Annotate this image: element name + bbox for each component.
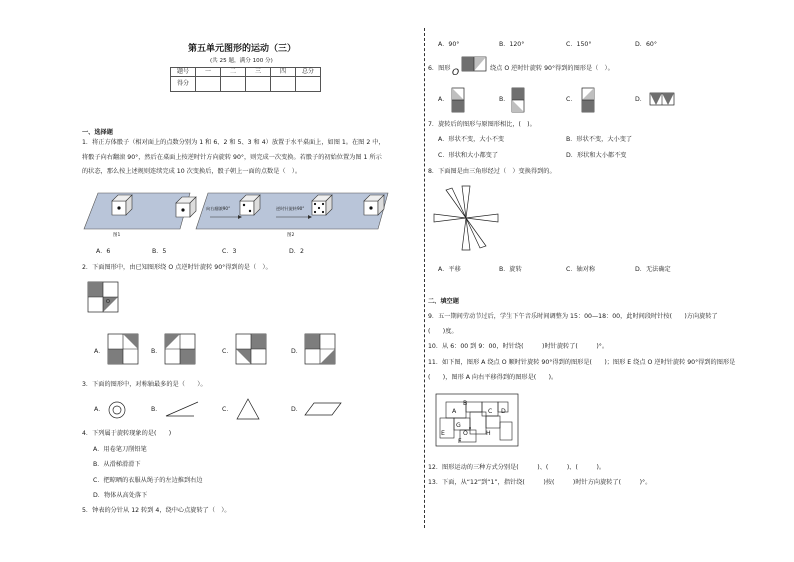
q4-option-a[interactable]: A．用卷笔刀削铅笔 [93, 446, 147, 453]
q11-label-b: B [463, 400, 468, 407]
q6-option-b-figure[interactable] [512, 88, 524, 112]
q6-option-c-figure[interactable] [582, 88, 594, 112]
roll-arrow-label: 向右翻滚90° [206, 206, 231, 211]
score-cell[interactable] [221, 77, 246, 92]
q6-option-a-figure[interactable] [452, 88, 464, 112]
q6-option-d-figure[interactable] [650, 93, 674, 105]
q2-original-figure [88, 282, 118, 312]
q2-option-d-label[interactable]: D． [291, 348, 302, 355]
q8-option-b[interactable]: B．旋转 [499, 266, 522, 273]
q11-puzzle-figure [436, 394, 518, 446]
q6-option-a-label[interactable]: A． [438, 96, 449, 103]
q8-pinwheel-figure [432, 184, 500, 252]
page-title: 第五单元图形的运动（三） [188, 44, 297, 54]
section1-heading: 一、选择题 [82, 129, 113, 136]
q3-text: 3．下面的图形中，对称轴最多的是（ ）。 [82, 381, 207, 388]
q5-text: 5．钟表的分针从 12 转到 4，绕中心点旋转了（ ）。 [82, 507, 231, 514]
q2-option-c-figure[interactable] [236, 334, 266, 364]
q5-option-b[interactable]: B．120° [499, 41, 525, 48]
q1-option-a[interactable]: A．6 [96, 248, 111, 255]
q1-option-b[interactable]: B．5 [152, 248, 167, 255]
q1-option-d[interactable]: D．2 [289, 248, 304, 255]
q2-text: 2．下面图形中，由已知图形绕 O 点逆时针旋转 90°得到的是（ ）。 [82, 264, 272, 271]
figure1-caption: 图1 [113, 233, 121, 238]
q7-option-b[interactable]: B．形状不变，大小变了 [566, 136, 633, 143]
q6-original-figure [462, 57, 486, 71]
q3-parallelogram-shape[interactable] [304, 402, 342, 416]
score-header-cell: 总分 [296, 68, 321, 77]
q11-label-d: D [501, 408, 506, 415]
score-row-label: 得分 [171, 77, 196, 92]
q2-option-a-label[interactable]: A． [94, 348, 105, 355]
q1-line2: 将骰子向右翻滚 90°，然后在桌面上按逆时针方向旋转 90°，则完成一次变换。若骰子的初始位置为图 1 所示 [82, 154, 382, 161]
q9-line1: 9．五一期间劳动节过后，学生下午音乐时间调整为 15：00—18：00，此时间段时针按( )方向旋转了 [428, 313, 718, 320]
q2-option-a-figure[interactable] [108, 334, 138, 364]
q4-option-b[interactable]: B．从滑梯滑滑下 [93, 461, 141, 468]
q4-text: 4．下列属于旋转现象的是( ) [82, 430, 172, 437]
page-subtitle: (共 25 题，满分 100 分) [210, 58, 273, 64]
q1-option-c[interactable]: C．3 [222, 248, 237, 255]
q3-option-a-label[interactable]: A． [94, 406, 105, 413]
q3-option-b-label[interactable]: B． [151, 406, 162, 413]
q7-option-a[interactable]: A．形状不变，大小不变 [438, 136, 505, 143]
q1-line1: 1．将正方体骰子（相对面上的点数分别为 1 和 6、2 和 5、3 和 4）放置于水平桌面上，如图 1。在图 2 中， [82, 139, 385, 146]
q11-label-o: O [463, 430, 468, 437]
q11-label-h: H [486, 430, 491, 437]
score-header-cell: 三 [246, 68, 271, 77]
q11-label-f: F [458, 438, 462, 445]
q5-option-a[interactable]: A．90° [438, 41, 460, 48]
q6-option-c-label[interactable]: C． [566, 96, 577, 103]
q2-option-d-figure[interactable] [305, 334, 335, 364]
q6-center-label: O [452, 68, 460, 78]
q5-option-d[interactable]: D．60° [635, 41, 657, 48]
q6-option-b-label[interactable]: B． [499, 96, 510, 103]
q11-label-a: A [452, 408, 457, 415]
q8-option-a[interactable]: A．平移 [438, 266, 461, 273]
q2-option-b-label[interactable]: B． [151, 348, 162, 355]
q3-ring-shape[interactable] [108, 401, 126, 419]
q5-option-c[interactable]: C．150° [566, 41, 592, 48]
q12-text: 12．图形运动的三种方式分别是( )、( )、( )。 [428, 464, 606, 471]
score-cell[interactable] [196, 77, 221, 92]
q1-line3: 的状态，那么按上述规则连续完成 10 次变换后，骰子朝上一面的点数是（ ）。 [82, 168, 302, 175]
q6-option-d-label[interactable]: D． [635, 96, 646, 103]
q3-triangle-shape[interactable] [236, 398, 260, 420]
section2-heading: 二、填空题 [428, 298, 459, 305]
q11-label-c: C [488, 408, 493, 415]
q7-option-c[interactable]: C．形状和大小都变了 [438, 152, 499, 159]
score-header-cell: 四 [271, 68, 296, 77]
q2-center-label: O [106, 299, 110, 305]
dice-figure [80, 183, 380, 243]
q6-text-a: 6．图形 [428, 65, 451, 72]
q6-text-b: 绕点 O 逆时针旋转 90°得到的图形是（ ）。 [490, 65, 614, 72]
score-header-cell: 二 [221, 68, 246, 77]
q3-angle-shape[interactable] [164, 402, 200, 418]
figure2-caption: 图2 [287, 233, 295, 238]
q7-option-d[interactable]: D．形状和大小都不变 [566, 152, 627, 159]
score-table [170, 67, 321, 92]
q11-line1: 11．如下图，图形 A 绕点 O 顺时针旋转 90°得到的图形是( )；图形 E 绕点 O 逆时针旋转 90°得到的图形是 [428, 359, 736, 366]
q4-option-d[interactable]: D．物体从高处落下 [93, 492, 148, 499]
q11-line2: ( )，图形 A 向右平移得到的图形是( )。 [428, 374, 558, 381]
q9-line2: ( )度。 [428, 328, 458, 335]
q4-option-c[interactable]: C．把晾晒的衣服从绳子的左边推到右边 [93, 477, 203, 484]
q2-option-c-label[interactable]: C． [222, 348, 233, 355]
q3-option-d-label[interactable]: D． [291, 406, 302, 413]
q13-text: 13．下面，从“12”到“1”，指针绕( )按( )时针方向旋转了( )°。 [428, 479, 652, 486]
q3-option-c-label[interactable]: C． [222, 406, 233, 413]
q7-text: 7．旋转后的图形与原图形相比，( )。 [428, 121, 536, 128]
q8-option-d[interactable]: D．无法确定 [635, 266, 671, 273]
q2-option-b-figure[interactable] [165, 334, 195, 364]
score-cell[interactable] [296, 77, 321, 92]
q11-label-g: G [456, 422, 461, 429]
rotate-arrow-label: 逆时针旋转90° [276, 206, 305, 211]
score-cell[interactable] [271, 77, 296, 92]
score-header-cell: 题号 [171, 68, 196, 77]
q10-text: 10．从 6：00 到 9：00，时针绕( )时针旋转了( )°。 [428, 343, 609, 350]
column-divider [424, 28, 425, 528]
score-cell[interactable] [246, 77, 271, 92]
score-header-cell: 一 [196, 68, 221, 77]
q8-option-c[interactable]: C．轴对称 [566, 266, 596, 273]
q8-text: 8．下面图是由三角形经过（ ）变换得到的。 [428, 168, 556, 175]
q11-label-e: E [441, 430, 445, 437]
